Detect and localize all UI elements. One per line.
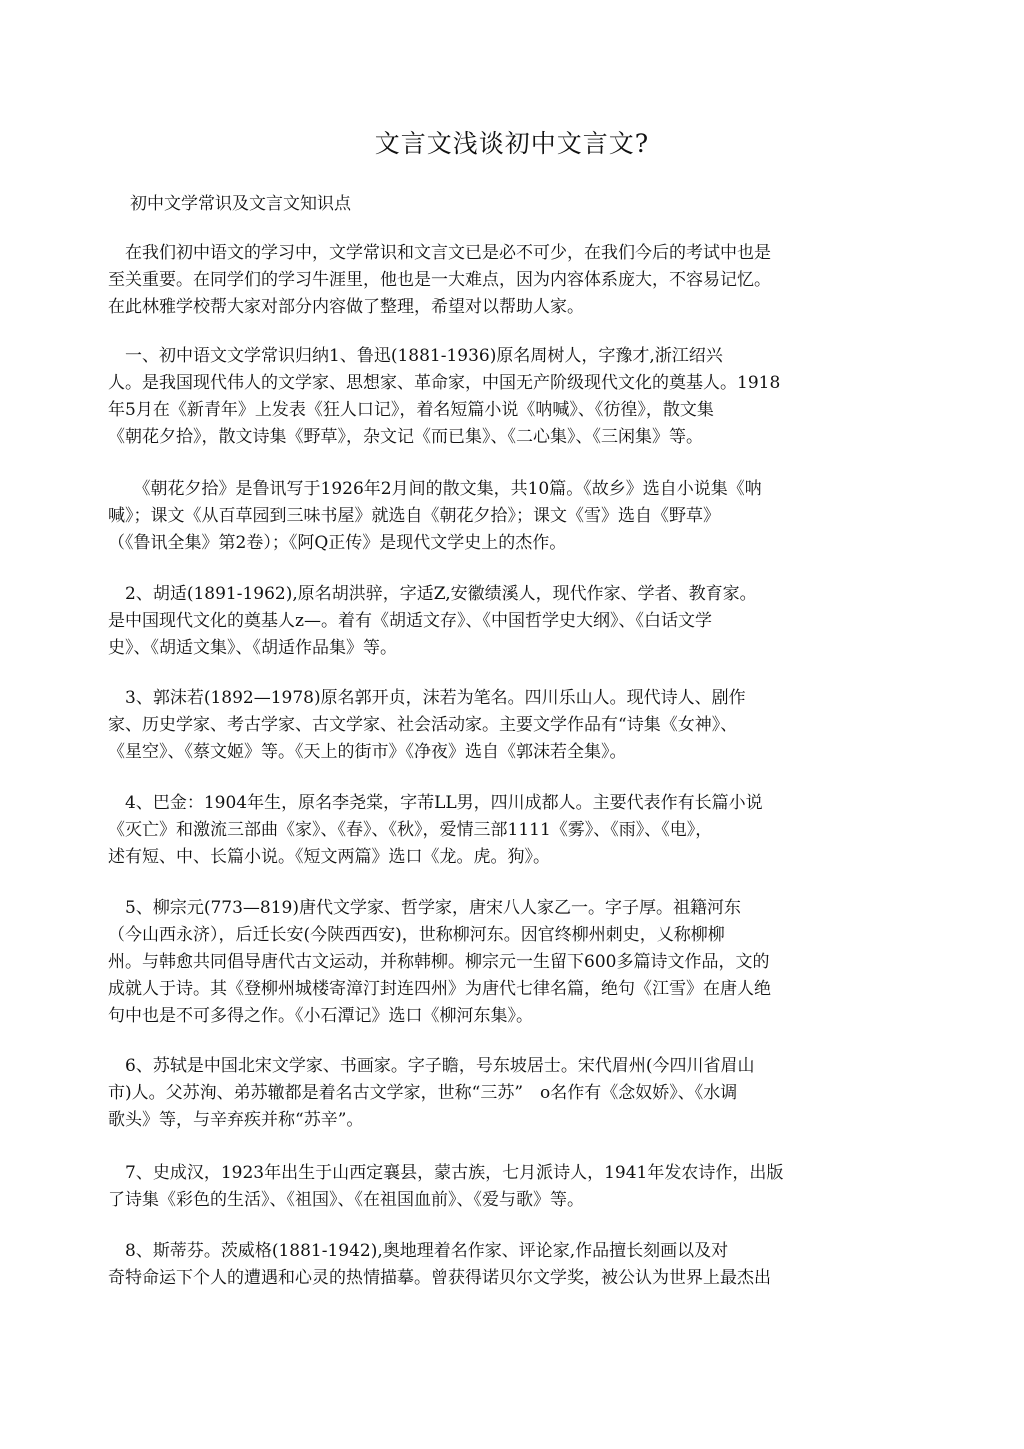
text-line: 《灭亡》和激流三部曲《家》、《春》、《秋》，爱情三部1111《雾》、《雨》、《电》， [108, 820, 713, 840]
paragraph-hushi [108, 581, 898, 662]
paragraph-zhaohuaxishi [108, 476, 898, 557]
text-line: 喊》；课文《从百草园到三味书屋》就选自《朝花夕拾》；课文《雪》选自《野草》 [108, 506, 720, 526]
text-line: 史》、《胡适文集》、《胡适作品集》等。 [108, 638, 397, 658]
paragraph-sushi [108, 1053, 898, 1134]
text-line: 一、初中语文文学常识归纳1、鲁迅(1881-1936)原名周树人，字豫才,浙江绍兴 [108, 346, 723, 366]
text-line: 3、郭沫若(1892—1978)原名郭开贞，沫若为笔名。四川乐山人。现代诗人、剧作 [108, 688, 746, 708]
document-subtitle: 初中文学常识及文言文知识点 [130, 194, 351, 214]
text-line: 《朝花夕拾》，散文诗集《野草》，杂文记《而已集》、《二心集》、《三闲集》等。 [108, 427, 703, 447]
text-line: （今山西永济），后迁长安(今陕西西安)，世称柳河东。因官终柳州刺史，乂称柳柳 [108, 925, 725, 945]
text-line: 成就人于诗。其《登柳州城楼寄漳汀封连四州》为唐代七律名篇，绝句《江雪》在唐人绝 [108, 979, 771, 999]
paragraph-intro [108, 240, 898, 321]
text-line: 述有短、中、长篇小说。《短文两篇》选口《龙。虎。狗》。 [108, 847, 550, 867]
text-line: 歌头》等，与辛弃疾并称“苏辛”。 [108, 1110, 364, 1130]
text-line: 奇特命运下个人的遭遇和心灵的热情描摹。曾获得诺贝尔文学奖，被公认为世界上最杰出 [108, 1268, 771, 1288]
text-line: 7、史成汉，1923年出生于山西定襄县，蒙古族，七月派诗人，1941年发农诗作，出版 [108, 1163, 784, 1183]
text-line: 《朝花夕拾》是鲁讯写于1926年2月间的散文集，共10篇。《故乡》选自小说集《呐 [108, 479, 762, 499]
text-line: 4、巴金：1904年生，原名李尧棠，字芾LL男，四川成都人。主要代表作有长篇小说 [108, 793, 763, 813]
text-line: 在我们初中语文的学习中，文学常识和文言文已是必不可少，在我们今后的考试中也是 [108, 243, 771, 263]
text-line: 是中国现代文化的奠基人z—。着有《胡适文存》、《中国哲学史大纲》、《白话文学 [108, 611, 712, 631]
document-title: 文言文浅谈初中文言文? [374, 129, 650, 158]
paragraph-liuzongyuan [108, 895, 898, 1030]
text-line: 5、柳宗元(773—819)唐代文学家、哲学家，唐宋八人家乙一。字子厚。祖籍河东 [108, 898, 741, 918]
text-line: 《星空》、《蔡文姬》等。《天上的街市》《净夜》选自《郭沫若全集》。 [108, 742, 627, 762]
text-line: 至关重要。在同学们的学习牛涯里，他也是一大难点，因为内容体系庞大，不容易记忆。 [108, 270, 771, 290]
text-line: 人。是我国现代伟人的文学家、思想家、革命家，中国无产阶级现代文化的奠基人。1918 [108, 373, 781, 393]
text-line: 句中也是不可多得之作。《小石潭记》选口《柳河东集》。 [108, 1006, 533, 1026]
text-line: 6、苏轼是中国北宋文学家、书画家。字子瞻，号东坡居士。宋代眉州(今四川省眉山 [108, 1056, 755, 1076]
text-line: 年5月在《新青年》上发表《狂人口记》，着名短篇小说《呐喊》、《彷徨》，散文集 [108, 400, 714, 420]
paragraph-guomoruo [108, 685, 898, 766]
paragraph-zweig [108, 1238, 898, 1292]
text-line: 州。与韩愈共同倡导唐代古文运动，并称韩柳。柳宗元一生留下600多篇诗文作品，文的 [108, 952, 770, 972]
paragraph-bajin [108, 790, 898, 871]
paragraph-shichenghan [108, 1160, 898, 1214]
text-line: 在此林雅学校帮大家对部分内容做了整理，希望对以帮助人家。 [108, 297, 584, 317]
text-line: 市)人。父苏洵、弟苏辙都是着名古文学家，世称“三苏” o名作有《念奴娇》、《水调 [108, 1083, 738, 1103]
text-line: （《鲁讯全集》第2卷）；《阿Q正传》是现代文学史上的杰作。 [108, 533, 567, 553]
text-line: 家、历史学家、考古学家、古文学家、社会活动家。主要文学作品有“诗集《女神》、 [108, 715, 738, 735]
paragraph-luxun [108, 343, 898, 451]
text-line: 了诗集《彩色的生活》、《祖国》、《在祖国血前》、《爱与歌》等。 [108, 1190, 584, 1210]
text-line: 2、胡适(1891-1962),原名胡洪骍，字适Z,安徽绩溪人，现代作家、学者、教育家。 [108, 584, 757, 604]
text-line: 8、斯蒂芬。茨威格(1881-1942),奥地理着名作家、评论家,作品擅长刻画以及对 [108, 1241, 729, 1261]
